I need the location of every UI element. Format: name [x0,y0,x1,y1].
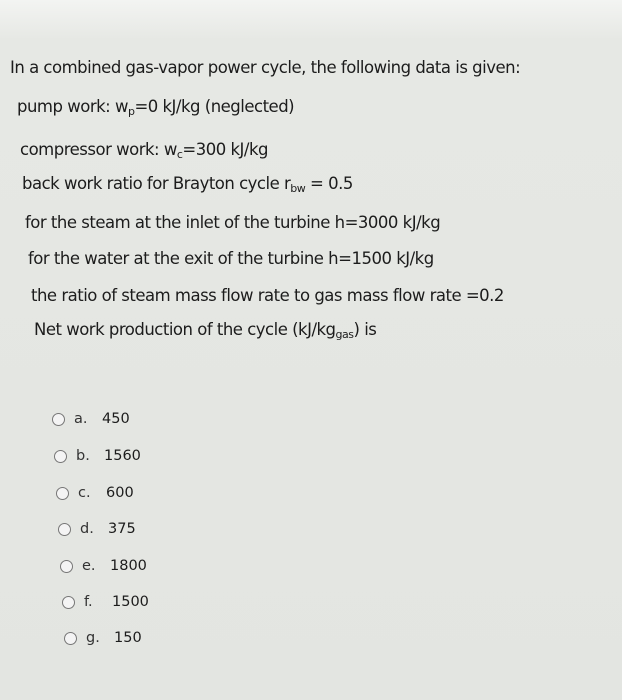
line-text-suffix: ) is [353,320,377,339]
answer-option[interactable] [62,594,149,610]
answer-option[interactable] [64,630,142,646]
option-value: 1800 [110,558,147,574]
given-data-line [31,286,504,307]
radio-button[interactable] [56,487,69,500]
radio-button[interactable] [64,632,77,645]
given-data-line [22,174,353,195]
line-text: the ratio of steam mass flow rate to gas mass flow rate =0.2 [31,286,504,305]
line-text: compressor work: w [20,140,177,159]
answer-option[interactable] [56,485,134,501]
line-subscript: c [176,148,183,161]
line-text: for the steam at the inlet of the turbine h=3000 kJ/kg [25,213,441,232]
line-text: for the water at the exit of the turbine h=1500 kJ/kg [28,249,434,268]
option-letter: e. [82,558,96,574]
question-intro: In a combined gas-vapor power cycle, the following data is given: [10,58,521,77]
radio-button[interactable] [52,413,65,426]
option-letter: f. [84,594,93,610]
line-text: pump work: w [17,97,128,116]
line-subscript: p [127,105,135,118]
answer-option[interactable] [54,448,141,464]
line-text: back work ratio for Brayton cycle r [22,174,291,193]
answer-option[interactable] [52,411,130,427]
option-value: 150 [114,630,142,646]
given-data-line [28,249,434,270]
option-letter: c. [78,485,91,501]
option-value: 1500 [112,594,149,610]
given-data-line [20,140,268,161]
option-value: 375 [108,521,136,537]
option-value: 600 [106,485,134,501]
option-value: 1560 [104,448,141,464]
option-value: 450 [102,411,130,427]
radio-button[interactable] [54,450,67,463]
answer-option[interactable] [58,521,136,537]
given-data-line [17,97,294,118]
radio-button[interactable] [58,523,71,536]
option-letter: a. [74,411,88,427]
line-text-suffix: =300 kJ/kg [182,140,268,159]
answer-option[interactable] [60,558,147,574]
option-letter: b. [76,448,90,464]
line-subscript: gas [335,328,354,341]
line-text-suffix: =0 kJ/kg (neglected) [134,97,295,116]
given-data-line [25,213,440,234]
line-subscript: bw [290,182,306,195]
option-letter: g. [86,630,100,646]
option-letter: d. [80,521,94,537]
radio-button[interactable] [62,596,75,609]
line-text: Net work production of the cycle (kJ/kg [34,320,336,339]
given-data-line [34,320,376,341]
line-text-suffix: = 0.5 [305,174,353,193]
radio-button[interactable] [60,560,73,573]
